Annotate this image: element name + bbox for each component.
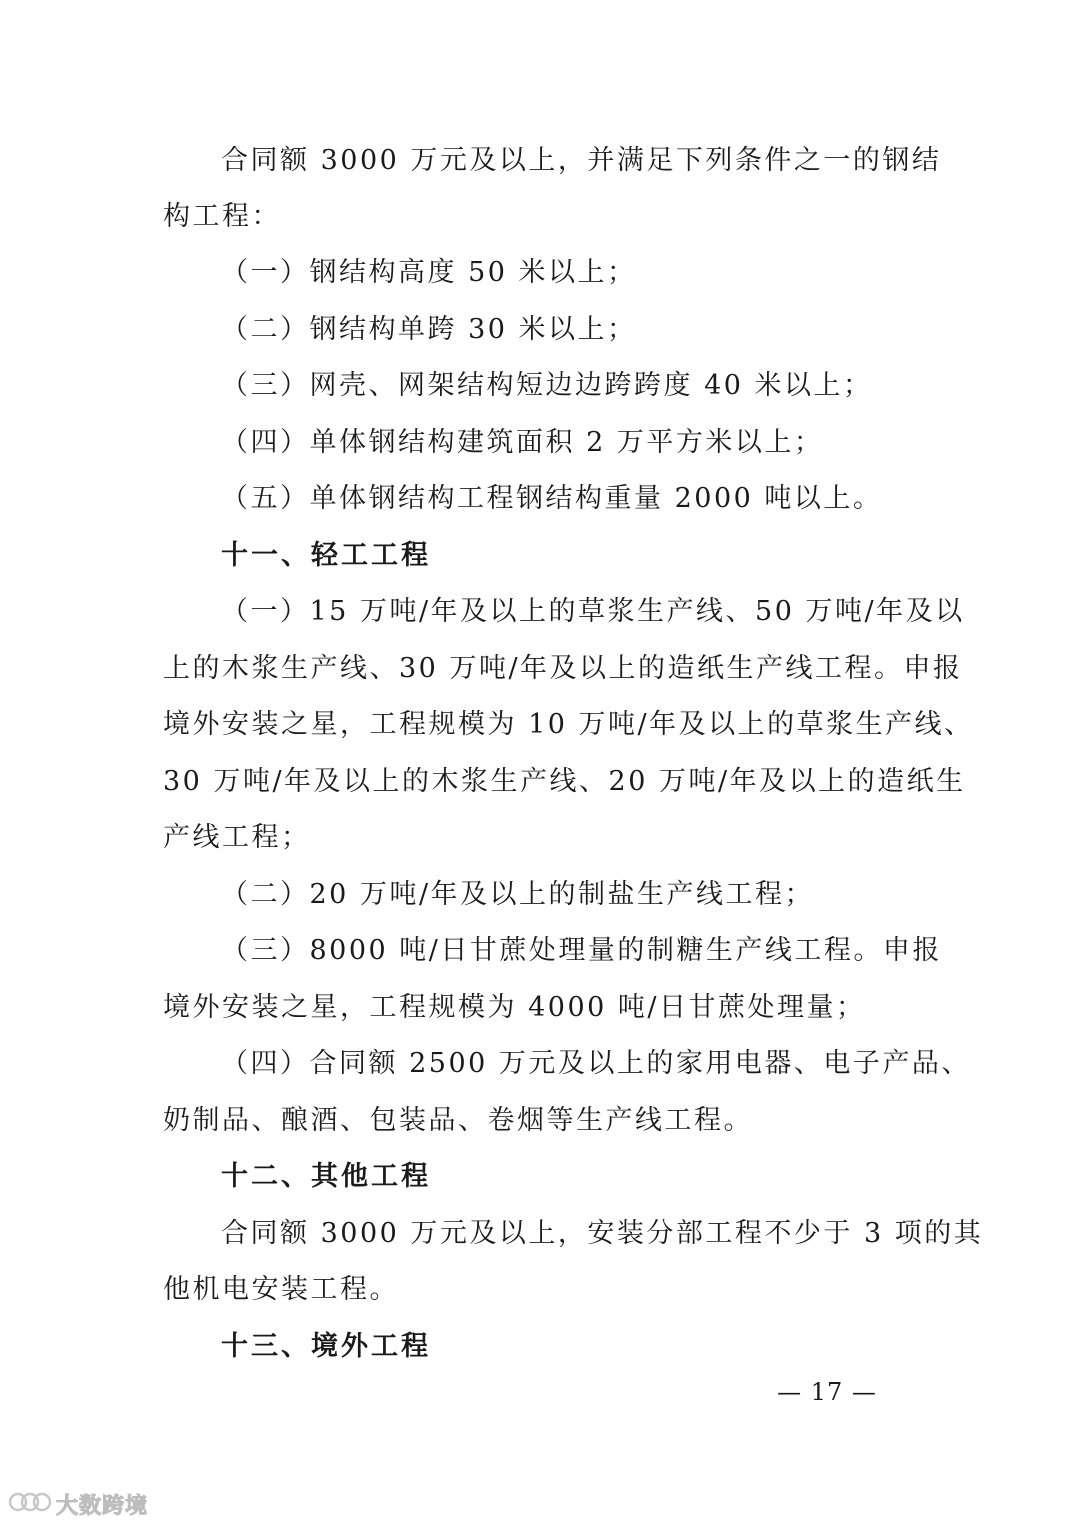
section-heading: 十二、其他工程	[221, 1161, 431, 1192]
list-item: （二）20 万吨/年及以上的制盐生产线工程；	[221, 879, 815, 910]
watermark-text: 大数跨境	[56, 1493, 149, 1519]
section-heading: 十一、轻工工程	[221, 540, 431, 571]
list-item: （五）单体钢结构工程钢结构重量 2000 吨以上。	[221, 483, 883, 514]
paragraph-line: （三）8000 吨/日甘蔗处理量的制糖生产线工程。申报	[221, 935, 942, 966]
paragraph-line: 他机电安装工程。	[163, 1274, 399, 1305]
paragraph-line: 合同额 3000 万元及以上，安装分部工程不少于 3 项的其	[221, 1218, 984, 1249]
list-item: （一）钢结构高度 50 米以上；	[221, 257, 637, 288]
paragraph-line: 奶制品、酿酒、包装品、卷烟等生产线工程。	[163, 1105, 753, 1136]
paragraph-line: 境外安装之星，工程规模为 4000 吨/日甘蔗处理量；	[163, 992, 866, 1023]
page-number: — 17 —	[777, 1378, 877, 1406]
paragraph-line: （四）合同额 2500 万元及以上的家用电器、电子产品、	[221, 1048, 971, 1079]
paragraph-line: 境外安装之星，工程规模为 10 万吨/年及以上的草浆生产线、	[163, 709, 974, 740]
list-item: （二）钢结构单跨 30 米以上；	[221, 314, 637, 345]
paragraph-line: 上的木浆生产线、30 万吨/年及以上的造纸生产线工程。申报	[163, 653, 963, 684]
paragraph-line: 产线工程；	[163, 822, 311, 853]
paragraph-line: 构工程：	[163, 201, 281, 232]
paragraph-line: （一）15 万吨/年及以上的草浆生产线、50 万吨/年及以	[221, 596, 965, 627]
paragraph-line: 合同额 3000 万元及以上，并满足下列条件之一的钢结	[221, 145, 942, 176]
list-item: （三）网壳、网架结构短边边跨跨度 40 米以上；	[221, 370, 873, 401]
watermark	[8, 1488, 148, 1520]
list-item: （四）单体钢结构建筑面积 2 万平方米以上；	[221, 427, 824, 458]
paragraph-line: 30 万吨/年及以上的木浆生产线、20 万吨/年及以上的造纸生	[163, 766, 966, 797]
section-heading: 十三、境外工程	[221, 1331, 431, 1362]
watermark-logo-icon	[8, 1489, 52, 1519]
